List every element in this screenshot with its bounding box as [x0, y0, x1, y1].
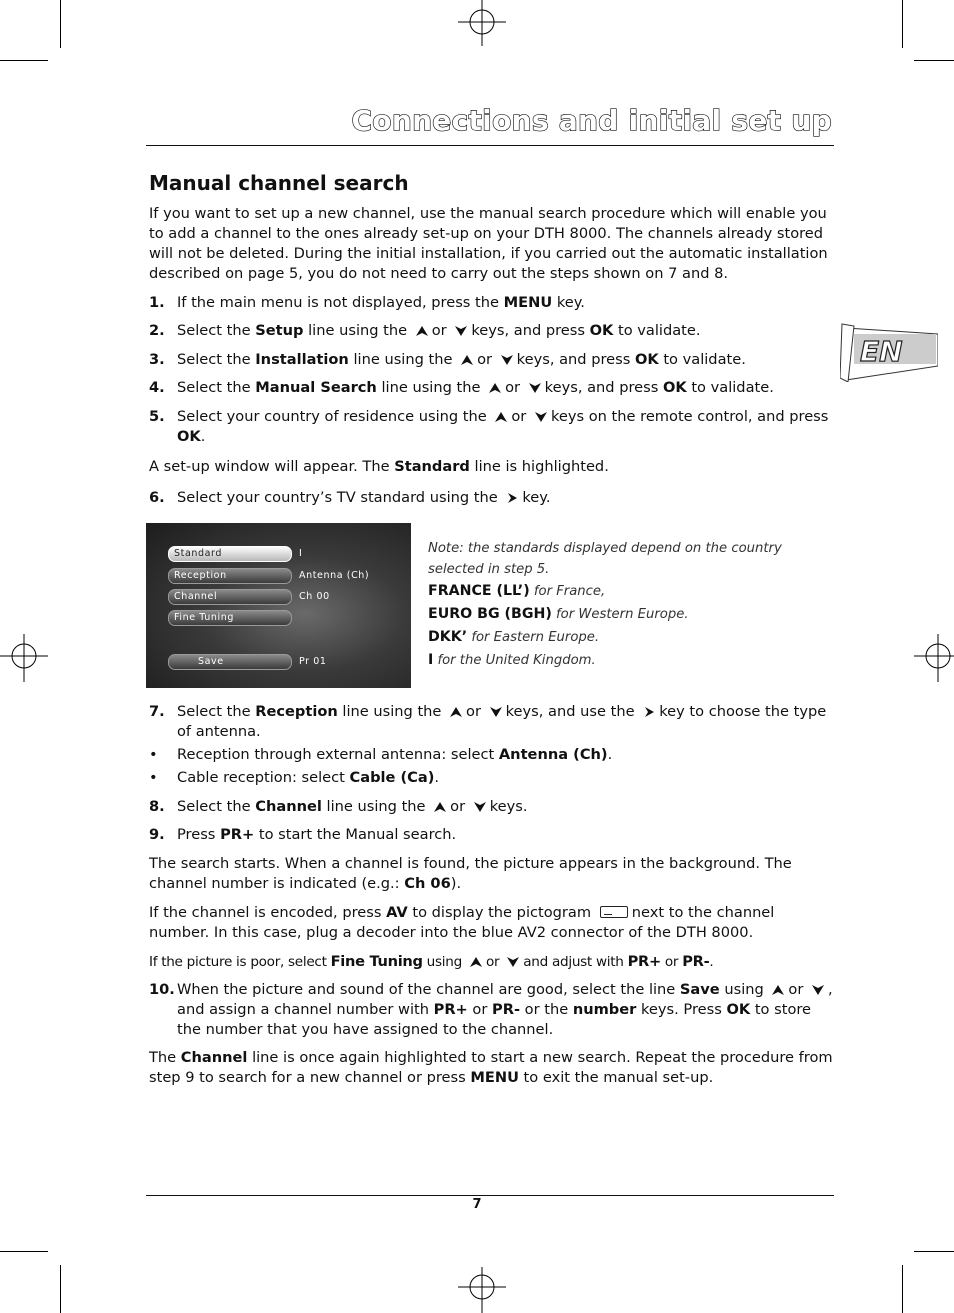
crop-mark [914, 1251, 954, 1252]
arrow-up-icon [461, 355, 473, 365]
badge-label: EN [860, 335, 903, 368]
osd-value-save: Pr 01 [299, 656, 327, 667]
step-2: 2. Select the Setup line using the or keys, and press OK to validate. [149, 322, 701, 339]
registration-mark-bottom [452, 1265, 512, 1313]
bullet-cable: • Cable reception: select Cable (Ca). [149, 769, 440, 786]
osd-value-standard: I [299, 548, 303, 559]
crop-mark [60, 1265, 61, 1313]
arrow-up-icon [495, 412, 507, 422]
arrow-up-icon [772, 985, 784, 995]
crop-mark [0, 1251, 48, 1252]
crop-mark [902, 0, 903, 48]
step-7: 7. Select the Reception line using the or keys, and use the key to choose the type of antenna. [149, 703, 827, 740]
footer-rule [146, 1195, 834, 1196]
encoded-paragraph: If the channel is encoded, press AV to display the pictogram next to the channel number. In this case, plug a decoder into the blue AV2 connector of the DTH 8000. [149, 904, 775, 941]
arrow-right-icon [643, 707, 655, 717]
arrow-up-icon [450, 707, 462, 717]
crop-mark [60, 0, 61, 48]
note-item: DKK’ for Eastern Europe. [428, 629, 600, 645]
arrow-down-icon [529, 383, 541, 393]
setup-window-paragraph: A set-up window will appear. The Standard line is highlighted. [149, 458, 609, 475]
registration-mark-top [452, 0, 512, 50]
step-8: 8. Select the Channel line using the or keys. [149, 798, 528, 815]
osd-value-channel: Ch 00 [299, 591, 330, 602]
closing-paragraph: The Channel line is once again highlighted to start a new search. Repeat the procedure from step 9 to search for a new channel or press MENU to exit the manual set-up. [149, 1049, 833, 1086]
bullet-antenna: • Reception through external antenna: select Antenna (Ch). [149, 746, 613, 763]
crop-mark [0, 60, 48, 61]
crop-mark [902, 1265, 903, 1313]
section-title: Manual channel search [149, 171, 409, 195]
note-item: FRANCE (LL’) for France, [428, 583, 606, 599]
note-item: EURO BG (BGH) for Western Europe. [428, 606, 689, 622]
arrow-down-icon [490, 707, 502, 717]
setup-menu-screenshot [146, 523, 411, 688]
step-4: 4. Select the Manual Search line using the or keys, and press OK to validate. [149, 379, 774, 396]
header-rule [146, 145, 834, 146]
osd-row [168, 654, 292, 670]
step-5: 5. Select your country of residence using the or keys on the remote control, and press OK. [149, 408, 829, 445]
arrow-up-icon [434, 802, 446, 812]
search-starts-paragraph: The search starts. When a channel is found, the picture appears in the background. The channel number is indicated (e.g.: Ch 06). [149, 855, 792, 892]
language-badge [840, 320, 938, 382]
note-item: I for the United Kingdom. [428, 652, 596, 668]
decoder-pictogram-icon [600, 906, 628, 918]
registration-mark-left [0, 628, 50, 688]
arrow-down-icon [455, 326, 467, 336]
osd-label-save: Save [198, 656, 224, 667]
step-10: 10. When the picture and sound of the channel are good, select the line Save using or , and assign a channel number with PR+ or PR- or the number keys. Press OK to store the number that you have assigned to the channel. [149, 981, 833, 1038]
crop-mark [914, 60, 954, 61]
arrow-right-icon [506, 493, 518, 503]
step-6: 6. Select your country’s TV standard using the key. [149, 489, 551, 506]
arrow-up-icon [489, 383, 501, 393]
osd-label-fine-tuning: Fine Tuning [174, 612, 234, 623]
page-title: Connections and initial set up [351, 104, 832, 137]
osd-label-reception: Reception [174, 570, 227, 581]
fine-tuning-paragraph: If the picture is poor, select Fine Tuning using or and adjust with PR+ or PR-. [149, 953, 714, 970]
osd-label-standard: Standard [174, 548, 223, 559]
step-9: 9. Press PR+ to start the Manual search. [149, 826, 457, 843]
osd-value-reception: Antenna (Ch) [299, 570, 370, 581]
note-intro: Note: the standards displayed depend on the country selected in step 5. [428, 541, 782, 577]
registration-mark-right [904, 628, 954, 688]
osd-label-channel: Channel [174, 591, 218, 602]
arrow-down-icon [812, 985, 824, 995]
arrow-down-icon [535, 412, 547, 422]
page-number: 7 [472, 1197, 482, 1212]
arrow-down-icon [474, 802, 486, 812]
arrow-down-icon [501, 355, 513, 365]
arrow-up-icon [470, 957, 482, 967]
standards-note [428, 538, 834, 672]
intro-paragraph: If you want to set up a new channel, use the manual search procedure which will enable you to add a channel to the ones already set-up on your DTH 8000. The channels already stored will not be deleted. During the initial installation, if you carried out the automatic installation described on page 5, you do not need to carry out the steps shown on 7 and 8. [149, 205, 828, 282]
arrow-down-icon [507, 957, 519, 967]
step-1: 1. If the main menu is not displayed, press the MENU key. [149, 294, 585, 311]
arrow-up-icon [416, 326, 428, 336]
step-3: 3. Select the Installation line using the or keys, and press OK to validate. [149, 351, 746, 368]
